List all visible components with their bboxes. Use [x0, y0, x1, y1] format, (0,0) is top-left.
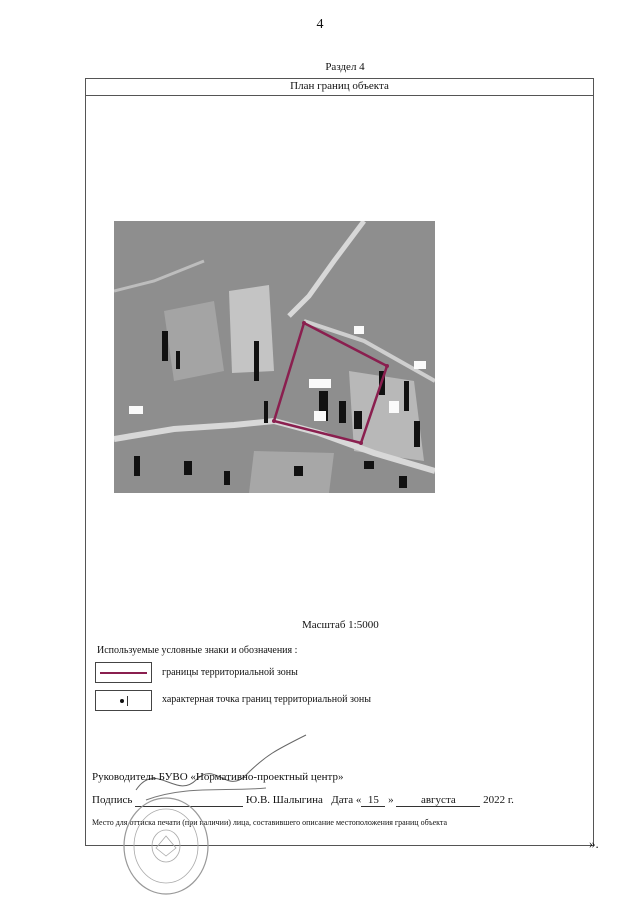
map-image — [114, 221, 435, 493]
boundary-line-sample — [100, 672, 147, 674]
stamp-place-note: Место для оттиска печати (при наличии) лица, составившего описание местоположения границ объекта — [92, 818, 448, 827]
legend-item-point: характерная точка границ территориальной зоны — [162, 694, 371, 705]
date-day: 15 — [361, 794, 385, 807]
legend-point-symbol — [95, 690, 152, 711]
page-number: 4 — [316, 17, 324, 32]
section-title: Раздел 4 — [325, 61, 365, 73]
date-day-close: » — [388, 794, 394, 806]
date-month: августа — [396, 794, 480, 807]
boundary-point-sample — [120, 699, 124, 703]
date-year: 2022 г. — [483, 794, 514, 806]
official-seal — [122, 796, 210, 896]
head-signature-line: Руководитель БУВО «Нормативно-проектный центр» — [92, 771, 344, 783]
podpis-label: Подпись — [92, 794, 133, 806]
table-header: План границ объекта — [85, 78, 594, 96]
closing-quote: ». — [589, 836, 599, 851]
date-label: Дата « — [331, 794, 362, 806]
satellite-map — [114, 221, 435, 493]
signer-name: Ю.В. Шалыгина — [245, 794, 323, 806]
legend-line-symbol — [95, 662, 152, 683]
point-tick — [127, 696, 128, 706]
map-scale: Масштаб 1:5000 — [302, 619, 379, 631]
legend-item-boundary: границы территориальной зоны — [162, 667, 298, 678]
legend-title: Используемые условные знаки и обозначения : — [97, 645, 298, 656]
